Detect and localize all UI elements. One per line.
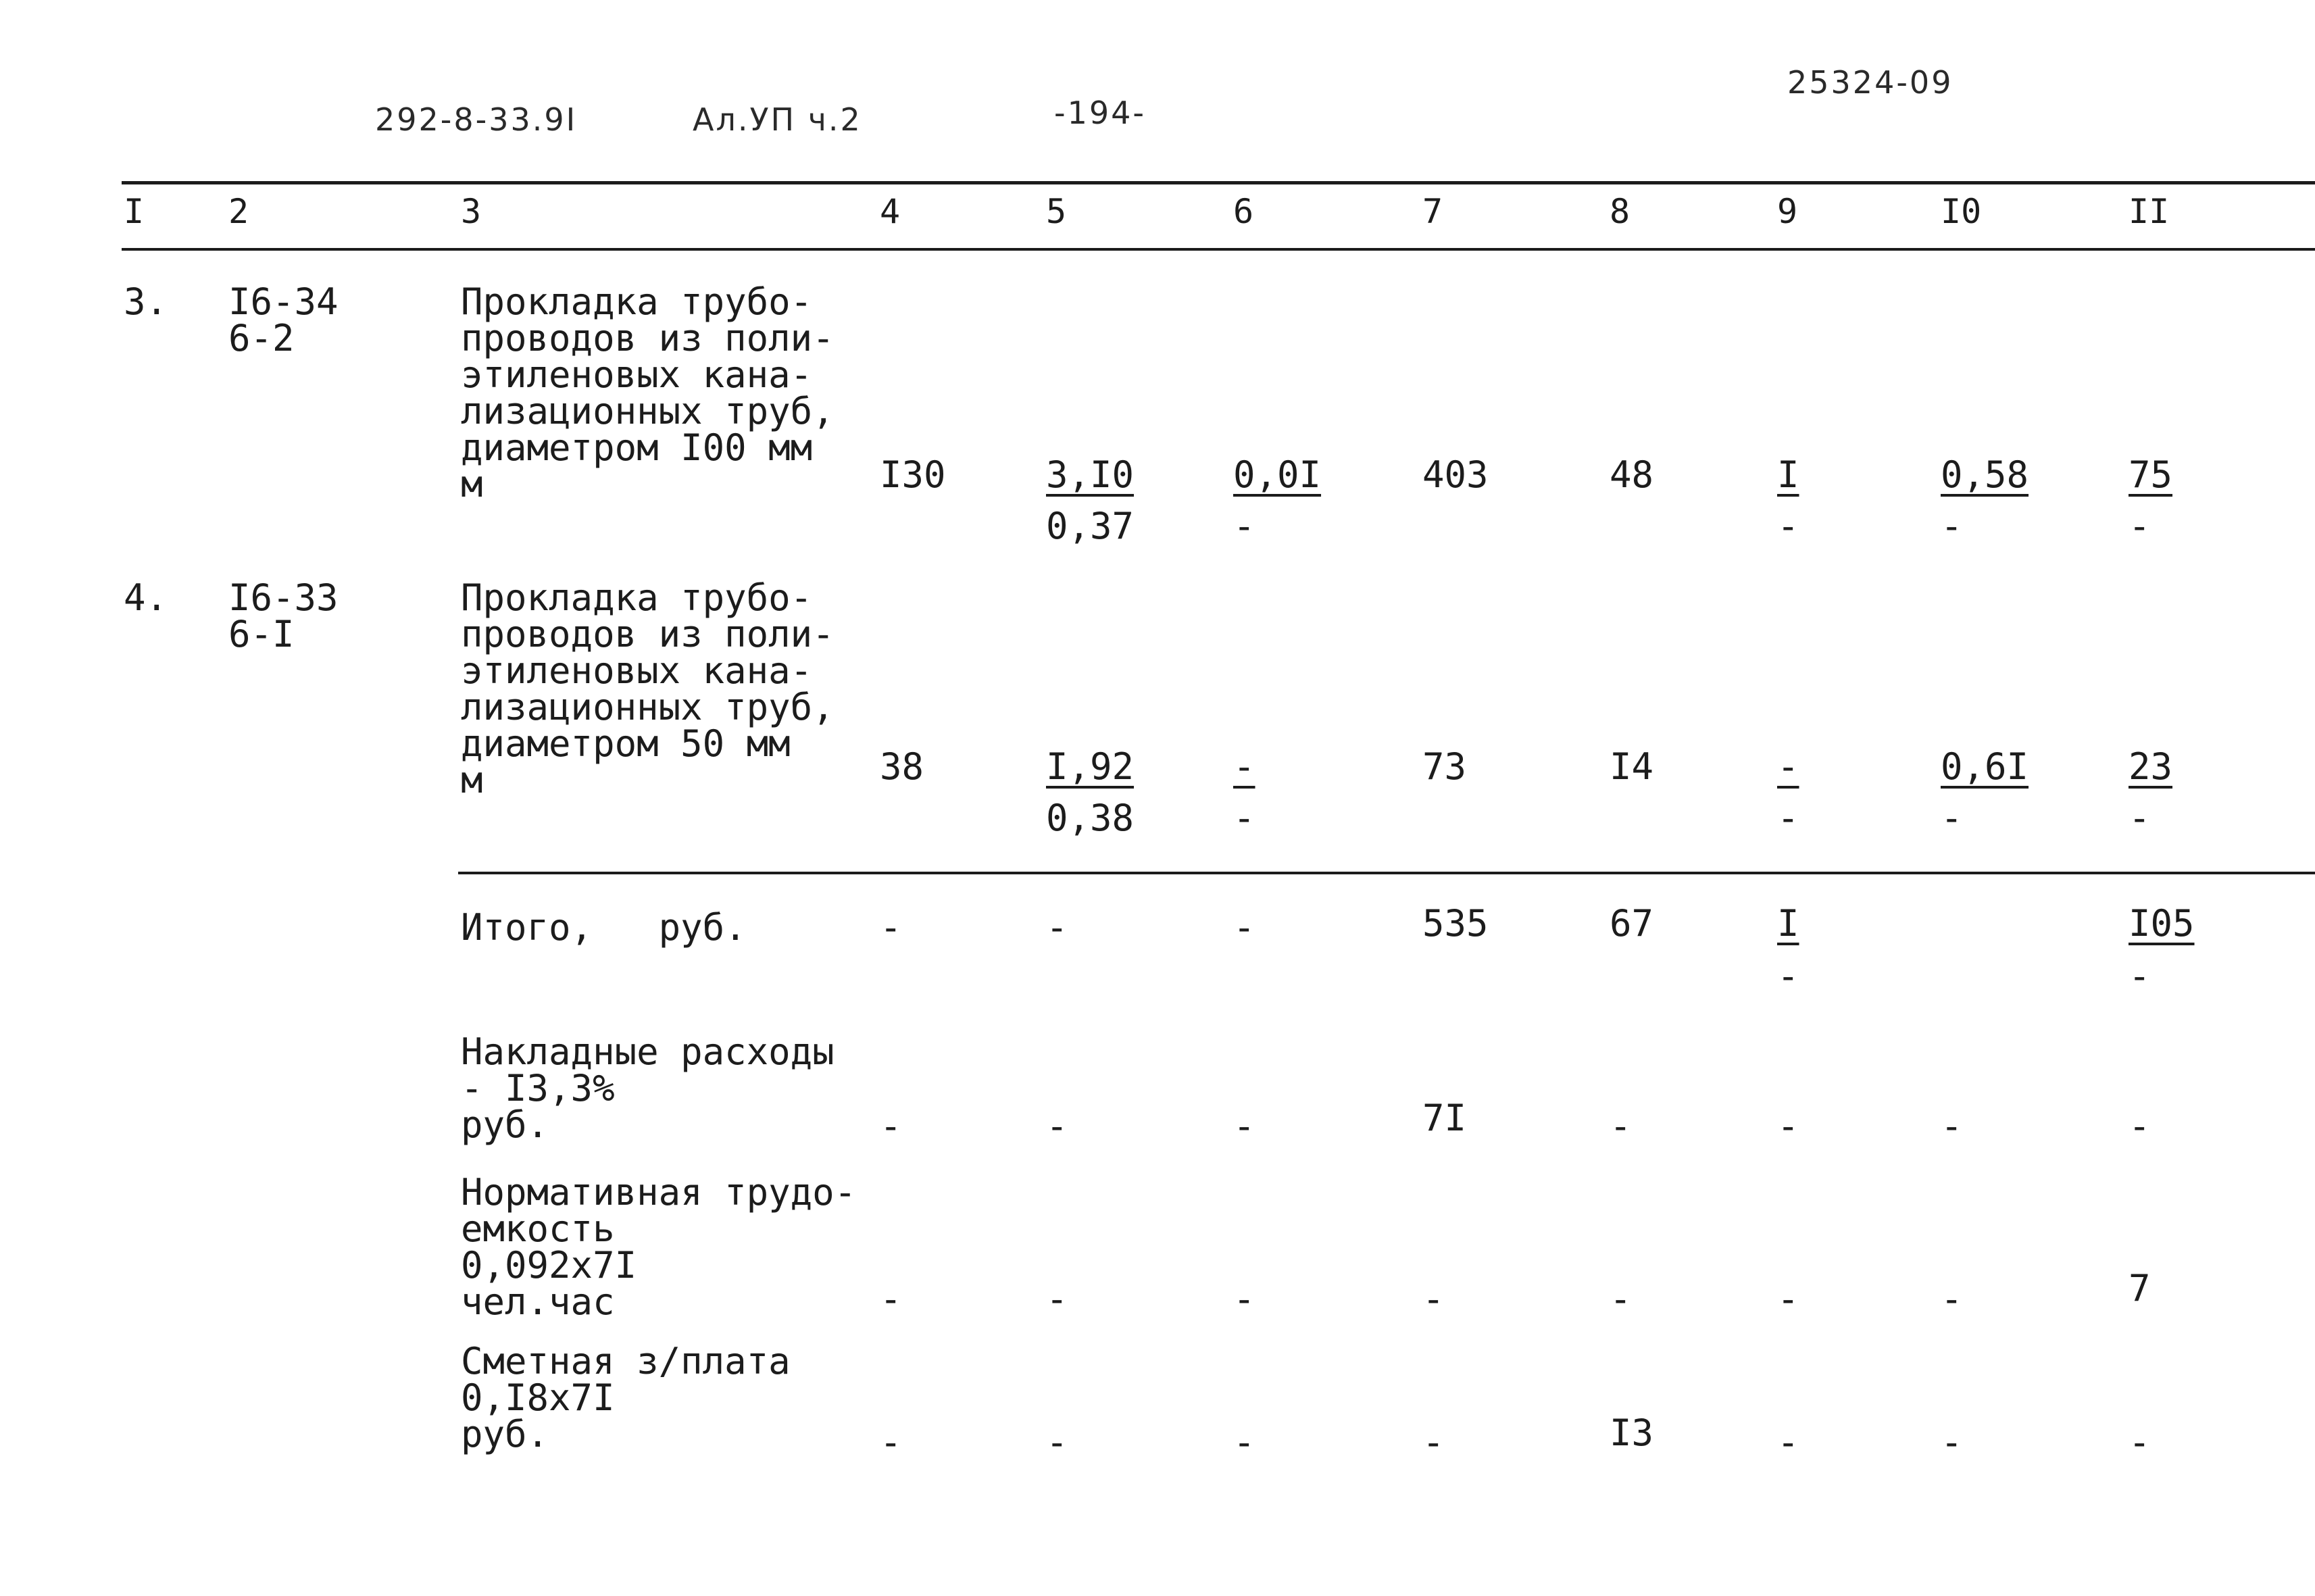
labor-unit-machine: - <box>1941 505 1963 547</box>
total-c7: 535 <box>1422 902 1489 945</box>
wage-total: 48 <box>1610 453 1654 496</box>
quantity: I30 <box>880 453 946 496</box>
column-header: 9 <box>1777 192 1798 231</box>
labor-total-machine: - <box>2129 797 2151 839</box>
labor-label: Нормативная трудо- емкость 0,092x7I чел.час <box>461 1171 857 1323</box>
operation-wage: - <box>1777 797 1799 839</box>
wage-c6: - <box>1233 1421 1255 1464</box>
wage-c9: - <box>1777 1421 1799 1464</box>
total-c5: - <box>1046 906 1068 949</box>
column-header: 2 <box>228 192 249 231</box>
row-number: 3. <box>124 280 168 323</box>
labor-c7: - <box>1422 1278 1445 1320</box>
row-number: 4. <box>124 576 168 619</box>
column-header: 6 <box>1233 192 1254 231</box>
machine-cost: 0,0I <box>1233 453 1322 496</box>
wage-c4: - <box>880 1421 902 1464</box>
document-code: 292-8-33.9I <box>375 101 578 138</box>
overhead-c7: 7I <box>1422 1097 1467 1139</box>
operation-total: - <box>1777 745 1799 788</box>
column-header: I0 <box>1941 192 1982 231</box>
table-top-rule <box>122 181 2315 184</box>
column-header: 8 <box>1610 192 1631 231</box>
wage-total: I4 <box>1610 745 1654 788</box>
labor-unit-machine: - <box>1941 797 1963 839</box>
wage-c5: - <box>1046 1421 1068 1464</box>
overhead-c5: - <box>1046 1105 1068 1147</box>
inventory-stamp: 25324-09 <box>1787 64 1953 101</box>
column-header: I <box>124 192 145 231</box>
overhead-label: Накладные расходы - I3,3% руб. <box>461 1030 835 1146</box>
norm-code: I6-34 6-2 <box>228 280 339 359</box>
column-header: 3 <box>461 192 482 231</box>
column-header: 4 <box>880 192 901 231</box>
overhead-c10: - <box>1941 1105 1963 1147</box>
labor-c4: - <box>880 1278 902 1320</box>
overhead-c9: - <box>1777 1105 1799 1147</box>
overhead-c6: - <box>1233 1105 1255 1147</box>
overhead-c8: - <box>1610 1105 1632 1147</box>
column-header: II <box>2129 192 2170 231</box>
wage-c7: - <box>1422 1421 1445 1464</box>
work-description: Прокладка трубо- проводов из поли- этиленовых кана- лизационных труб, диаметром 50 мм м <box>461 576 835 801</box>
total-cost: 403 <box>1422 453 1489 496</box>
quantity: 38 <box>880 745 924 788</box>
unit-cost: I,92 <box>1046 745 1135 788</box>
machine-wage: - <box>1233 797 1255 839</box>
labor-total-machine: - <box>2129 505 2151 547</box>
total-c11: I05 <box>2129 902 2195 945</box>
album-reference: Ал.УП ч.2 <box>693 101 862 138</box>
overhead-c4: - <box>880 1105 902 1147</box>
column-header: 5 <box>1046 192 1067 231</box>
total-c6: - <box>1233 906 1255 949</box>
column-header: 7 <box>1422 192 1443 231</box>
unit-cost: 3,I0 <box>1046 453 1135 496</box>
work-description: Прокладка трубо- проводов из поли- этиленовых кана- лизационных труб, диаметром I00 мм м <box>461 280 835 505</box>
machine-cost: - <box>1233 745 1255 788</box>
operation-total: I <box>1777 453 1799 496</box>
subtotal-rule <box>458 872 2315 874</box>
unit-wage: 0,37 <box>1046 505 1135 547</box>
wage-label: Сметная з/плата 0,I8x7I руб. <box>461 1340 791 1455</box>
page-number: -194- <box>1054 95 1146 131</box>
labor-c9: - <box>1777 1278 1799 1320</box>
machine-wage: - <box>1233 505 1255 547</box>
operation-wage: - <box>1777 505 1799 547</box>
overhead-c11: - <box>2129 1105 2151 1147</box>
labor-unit: 0,58 <box>1941 453 2029 496</box>
wage-c10: - <box>1941 1421 1963 1464</box>
total-c11-sub: - <box>2129 955 2151 997</box>
total-c9-sub: - <box>1777 955 1799 997</box>
labor-c6: - <box>1233 1278 1255 1320</box>
labor-unit: 0,6I <box>1941 745 2029 788</box>
total-c4: - <box>880 906 902 949</box>
total-label: Итого, руб. <box>461 906 747 949</box>
labor-total: 23 <box>2129 745 2173 788</box>
labor-total: 75 <box>2129 453 2173 496</box>
norm-code: I6-33 6-I <box>228 576 339 655</box>
header-bottom-rule <box>122 248 2315 251</box>
unit-wage: 0,38 <box>1046 797 1135 839</box>
labor-c11: 7 <box>2129 1267 2151 1310</box>
wage-c11: - <box>2129 1421 2151 1464</box>
total-cost: 73 <box>1422 745 1467 788</box>
labor-c10: - <box>1941 1278 1963 1320</box>
labor-c5: - <box>1046 1278 1068 1320</box>
total-c9: I <box>1777 902 1799 945</box>
wage-c8: I3 <box>1610 1412 1654 1454</box>
labor-c8: - <box>1610 1278 1632 1320</box>
total-c8: 67 <box>1610 902 1654 945</box>
